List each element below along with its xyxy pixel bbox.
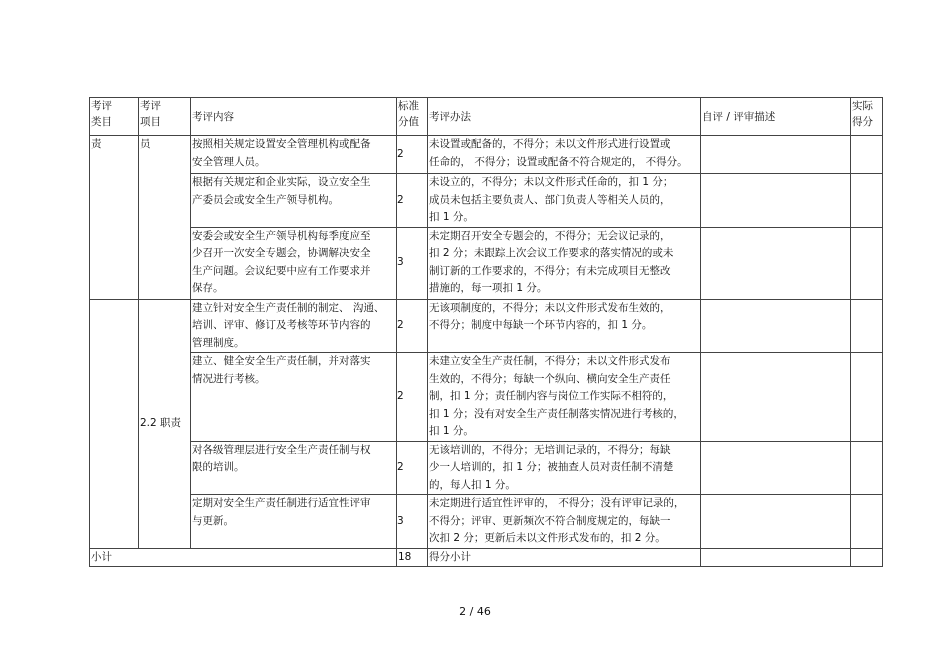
subtotal-self-eval[interactable] <box>701 548 851 567</box>
score-cell: 3 <box>397 495 428 549</box>
item-cell: 员 <box>139 136 191 300</box>
content-cell: 按照相关规定设置安全管理机构或配备 安全管理人员。 <box>191 136 397 174</box>
actual-score-cell[interactable] <box>851 136 883 174</box>
table-row <box>90 136 883 174</box>
subtotal-actual-score[interactable] <box>851 548 883 567</box>
header-actual-score: 实际 得分 <box>851 98 883 136</box>
item-cell-2-2: 2.2 职责 <box>139 299 191 548</box>
score-cell: 2 <box>397 441 428 495</box>
content-cell: 建立、健全安全生产责任制，并对落实 情况进行考核。 <box>191 353 397 442</box>
content-cell: 对各级管理层进行安全生产责任制与权 限的培训。 <box>191 441 397 495</box>
method-cell: 无该培训的，不得分；无培训记录的，不得分；每缺 少一人培训的，扣 1 分；被抽查人员对责任制不清楚 的，每人扣 1 分。 <box>428 441 701 495</box>
content-cell: 定期对安全生产责任制进行适宜性评审 与更新。 <box>191 495 397 549</box>
method-cell: 未定期进行适宜性评审的， 不得分；没有评审记录的， 不得分；评审、更新频次不符合制度规定的，每缺一 次扣 2 分；更新后未以文件形式发布的，扣 2 分。 <box>428 495 701 549</box>
actual-score-cell[interactable] <box>851 353 883 442</box>
self-eval-cell[interactable] <box>701 299 851 353</box>
method-cell: 无该项制度的，不得分；未以文件形式发布生效的， 不得分；制度中每缺一个环节内容的，扣 1 分。 <box>428 299 701 353</box>
self-eval-cell[interactable] <box>701 441 851 495</box>
actual-score-cell[interactable] <box>851 227 883 299</box>
actual-score-cell[interactable] <box>851 495 883 549</box>
table-row <box>90 495 883 549</box>
actual-score-cell[interactable] <box>851 174 883 228</box>
content-cell: 安委会或安全生产领导机构每季度应至 少召开一次安全专题会，协调解决安全 生产问题。会议纪要中应有工作要求并 保存。 <box>191 227 397 299</box>
content-cell: 根据有关规定和企业实际，设立安全生 产委员会或安全生产领导机构。 <box>191 174 397 228</box>
header-self-eval: 自评 / 评审描述 <box>701 98 851 136</box>
table-row <box>90 174 883 228</box>
self-eval-cell[interactable] <box>701 353 851 442</box>
self-eval-cell[interactable] <box>701 227 851 299</box>
header-content: 考评内容 <box>191 98 397 136</box>
score-cell: 3 <box>397 227 428 299</box>
method-cell: 未建立安全生产责任制，不得分；未以文件形式发布 生效的，不得分；每缺一个纵向、横向安全生产责任 制，扣 1 分；责任制内容与岗位工作实际不相符的， 扣 1 分；没有对安全生产责任制落实情况进行考核的， 扣 1 分。 <box>428 353 701 442</box>
table-row <box>90 227 883 299</box>
header-method: 考评办法 <box>428 98 701 136</box>
score-cell: 2 <box>397 174 428 228</box>
header-row <box>90 98 883 136</box>
score-cell: 2 <box>397 299 428 353</box>
header-standard-score: 标准 分值 <box>397 98 428 136</box>
self-eval-cell[interactable] <box>701 136 851 174</box>
table-row <box>90 299 883 353</box>
subtotal-method: 得分小计 <box>428 548 701 567</box>
table-row <box>90 353 883 442</box>
method-cell: 未设置或配备的，不得分；未以文件形式进行设置或 任命的， 不得分；设置或配备不符合规定的， 不得分。 <box>428 136 701 174</box>
score-cell: 2 <box>397 136 428 174</box>
header-category: 考评 类目 <box>90 98 139 136</box>
page-number: 2 / 46 <box>459 605 491 618</box>
actual-score-cell[interactable] <box>851 299 883 353</box>
self-eval-cell[interactable] <box>701 495 851 549</box>
category-cell: 责 <box>90 136 139 300</box>
category-cell <box>90 299 139 548</box>
actual-score-cell[interactable] <box>851 441 883 495</box>
content-cell: 建立针对安全生产责任制的制定、 沟通、 培训、评审、修订及考核等环节内容的 管理制度。 <box>191 299 397 353</box>
subtotal-score: 18 <box>397 548 428 567</box>
method-cell: 未设立的，不得分；未以文件形式任命的，扣 1 分； 成员未包括主要负责人、部门负责人等相关人员的， 扣 1 分。 <box>428 174 701 228</box>
score-cell: 2 <box>397 353 428 442</box>
table-row <box>90 441 883 495</box>
header-item: 考评 项目 <box>139 98 191 136</box>
subtotal-row <box>90 548 883 567</box>
evaluation-table <box>89 97 883 567</box>
method-cell: 未定期召开安全专题会的，不得分；无会议记录的， 扣 2 分；未跟踪上次会议工作要求的落实情况的或未 制订新的工作要求的，不得分；有未完成项目无整改 措施的，每一项扣 1 分。 <box>428 227 701 299</box>
self-eval-cell[interactable] <box>701 174 851 228</box>
subtotal-label: 小计 <box>90 548 397 567</box>
